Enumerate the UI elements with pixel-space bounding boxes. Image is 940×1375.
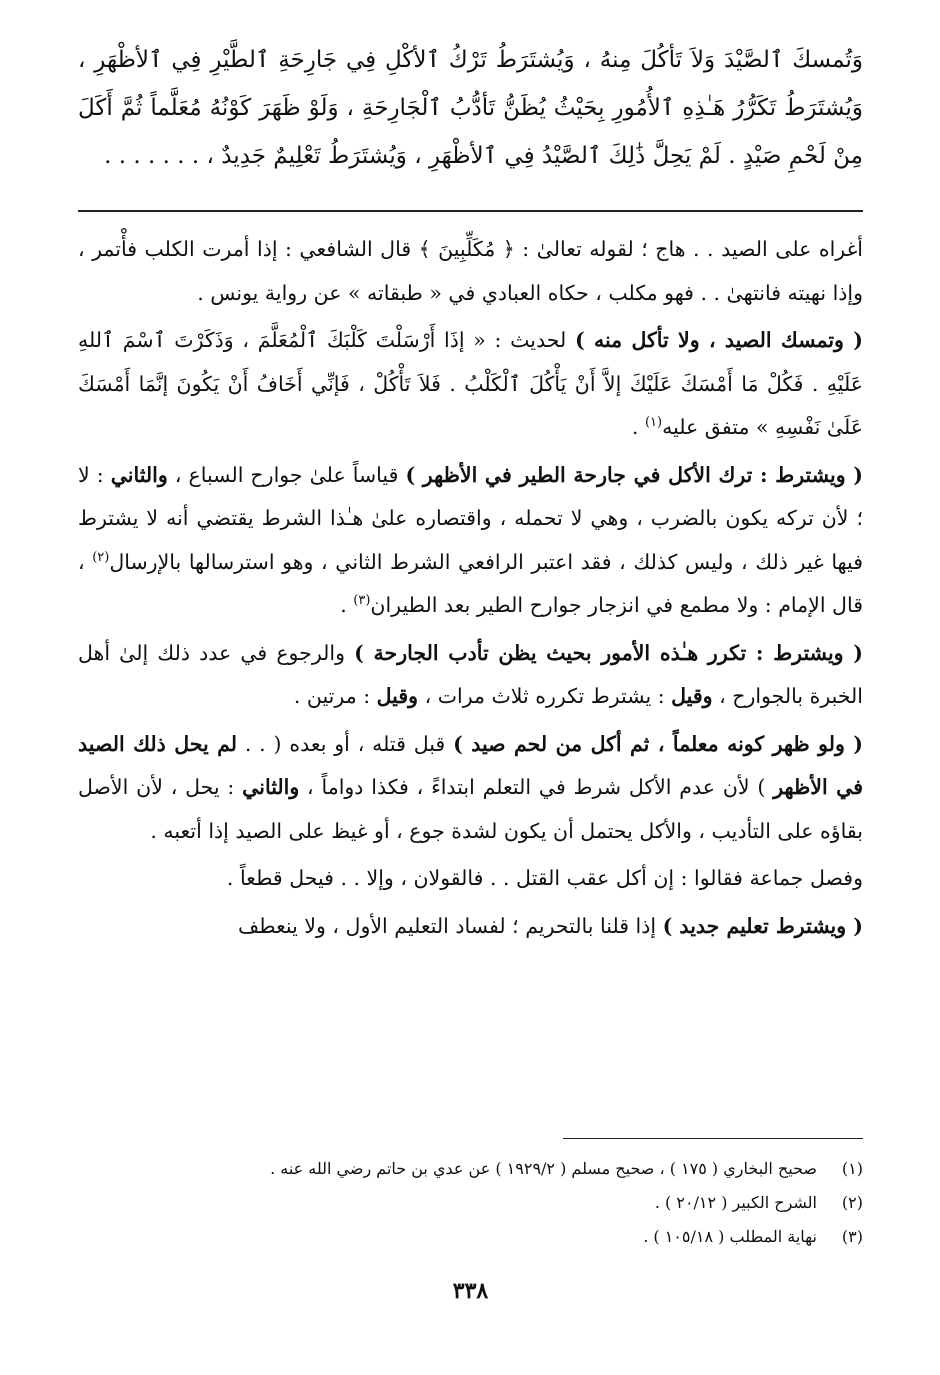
- matn-text: وَتُمسكَ ٱلصَّيْدَ وَلاَ تَأكُلَ مِنهُ ، وَيُشتَرَطُ تَرْكُ ٱلأكْلِ فِي جَارِحَةِ ٱلطَّيْرِ فِي ٱلأظْهَرِ ، وَيُشتَرَطُ تَكَرُّرُ هَـٰذِهِ ٱلأُمُورِ بِحَيْثُ يُظَنُّ تَأدُّبُ ٱلْجَارِحَةِ ، وَلَوْ ظَهَرَ كَوْنُهُ مُعَلَّماً ثُمَّ أَكَلَ مِنْ لَحْمِ صَيْدٍ . لَمْ يَحِلَّ ذَٰلِكَ ٱلصَّيْدُ فِي ٱلأظْهَرِ ، وَيُشتَرَطُ تَعْلِيمٌ جَدِيدٌ ، . . . . . . .: [78, 47, 863, 169]
- footnotes: [78, 1152, 863, 1254]
- footnote-ref-1[interactable]: (١): [644, 415, 663, 431]
- commentary-text: وفصل جماعة فقالوا : إن أكل عقب القتل . . فالقولان ، وإلا . . فيحل قطعاً .: [226, 866, 863, 890]
- matn-quote: ( ويشترط : ترك الأكل في جارحة الطير في الأظهر ): [405, 462, 863, 487]
- commentary-paragraph-7: [78, 905, 863, 949]
- matn-quote: لم يحل ذلك الصيد في الأظهر: [78, 731, 863, 799]
- commentary-text: والرجوع في عدد ذلك إلىٰ أهل الخبرة بالجوارح ،: [78, 640, 863, 708]
- footnote-2: [78, 1186, 863, 1220]
- commentary-text: قياساً علىٰ جوارح السباع ،: [167, 462, 406, 487]
- opinion-marker: والثاني: [110, 462, 168, 487]
- commentary-text: : مرتين .: [293, 684, 377, 708]
- matn-quote: ( وتمسك الصيد ، ولا تأكل منه ): [574, 328, 863, 352]
- commentary-text: لحديث : « إذَا أَرْسَلْتَ كَلْبَكَ ٱلْمُعَلَّمَ ، وَذَكَرْتَ ٱسْمَ ٱللهِ عَلَيْهِ . فَكُلْ مَا أَمْسَكَ عَلَيْكَ إلاَّ أَنْ يَأْكُلَ ٱلْكَلْبُ . فَلاَ تَأْكُلْ ، فَإنِّي أَخَافُ أَنْ يَكُونَ إنَّمَا أَمْسَكَ عَلَىٰ نَفْسِهِ » متفق عليه: [78, 328, 863, 439]
- commentary-text: .: [631, 415, 645, 439]
- footnote-divider: [563, 1138, 863, 1139]
- matn-quote: ( ولو ظهر كونه معلماً ، ثم أكل من لحم صيد ): [453, 731, 863, 756]
- commentary-paragraph-3: [78, 454, 863, 628]
- opinion-marker: وقيل: [376, 684, 419, 708]
- commentary-text: إذا قلنا بالتحريم ؛ لفساد التعليم الأول ، ولا ينعطف: [237, 913, 663, 938]
- opinion-marker: وقيل: [671, 684, 713, 708]
- footnote-ref-3[interactable]: (٣): [353, 593, 371, 609]
- commentary-text: أغراه على الصيد . . هاج ؛ لقوله تعالىٰ : ﴿ مُكَلِّبِينَ ﴾ قال الشافعي : إذا أمرت الكلب فأْتمر ، وإذا نهيته فانتهىٰ . . فهو مكلب ، حكاه العبادي في « طبقاته » عن رواية يونس .: [78, 237, 863, 305]
- page-number: ٣٣٨: [452, 1278, 489, 1304]
- matn-quote: ( ويشترط تعليم جديد ): [662, 913, 863, 938]
- footnote-number: (١): [841, 1159, 863, 1178]
- footnote-number: (٢): [841, 1193, 863, 1212]
- footnote-ref-2[interactable]: (٢): [92, 549, 110, 565]
- matn-quote: ( ويشترط : تكرر هـٰذه الأمور بحيث يظن تأدب الجارحة ): [354, 640, 864, 665]
- footnote-text: نهاية المطلب ( ١٠٥/١٨ ) .: [643, 1227, 817, 1246]
- commentary-text: : لا ؛ لأن تركه يكون بالضرب ، وهي لا تحمله ، واقتصاره علىٰ هـٰذا الشرط يقتضي أنه لا يشترط فيها غير ذلك ، وليس كذلك ، فقد اعتبر الرافعي الشرط الثاني ، وهو استرسالها بالإرسال: [78, 462, 863, 574]
- commentary: [78, 228, 863, 952]
- footnote-text: الشرح الكبير ( ٢٠/١٢ ) .: [654, 1193, 817, 1212]
- matn-divider: [78, 210, 863, 212]
- commentary-paragraph-1: [78, 228, 863, 315]
- footnote-3: [78, 1220, 863, 1254]
- commentary-text: .: [340, 593, 354, 617]
- commentary-paragraph-2: [78, 319, 863, 450]
- footnote-text: صحيح البخاري ( ١٧٥ ) ، صحيح مسلم ( ١٩٢٩/٢ ) عن عدي بن حاتم رضي الله عنه .: [270, 1159, 817, 1178]
- commentary-text: : يشترط تكرره ثلاث مرات ،: [418, 684, 672, 708]
- footnote-1: [78, 1152, 863, 1186]
- commentary-paragraph-5: [78, 723, 863, 854]
- footnote-number: (٣): [841, 1227, 863, 1246]
- commentary-text: قبل قتله ، أو بعده ( . .: [237, 731, 454, 756]
- commentary-text: ) لأن عدم الأكل شرط في التعلم ابتداءً ، فكذا دواماً ،: [299, 775, 774, 799]
- commentary-paragraph-4: [78, 632, 863, 719]
- opinion-marker: والثاني: [242, 775, 300, 799]
- commentary-text: : يحل ، لأن الأصل بقاؤه على التأديب ، والأكل يحتمل أن يكون لشدة جوع ، أو غيظ على الصيد إذا أتعبه .: [78, 775, 863, 843]
- commentary-text: ، قال الإمام : ولا مطمع في انزجار جوارح الطير بعد الطيران: [78, 549, 863, 617]
- commentary-paragraph-6: [78, 857, 863, 901]
